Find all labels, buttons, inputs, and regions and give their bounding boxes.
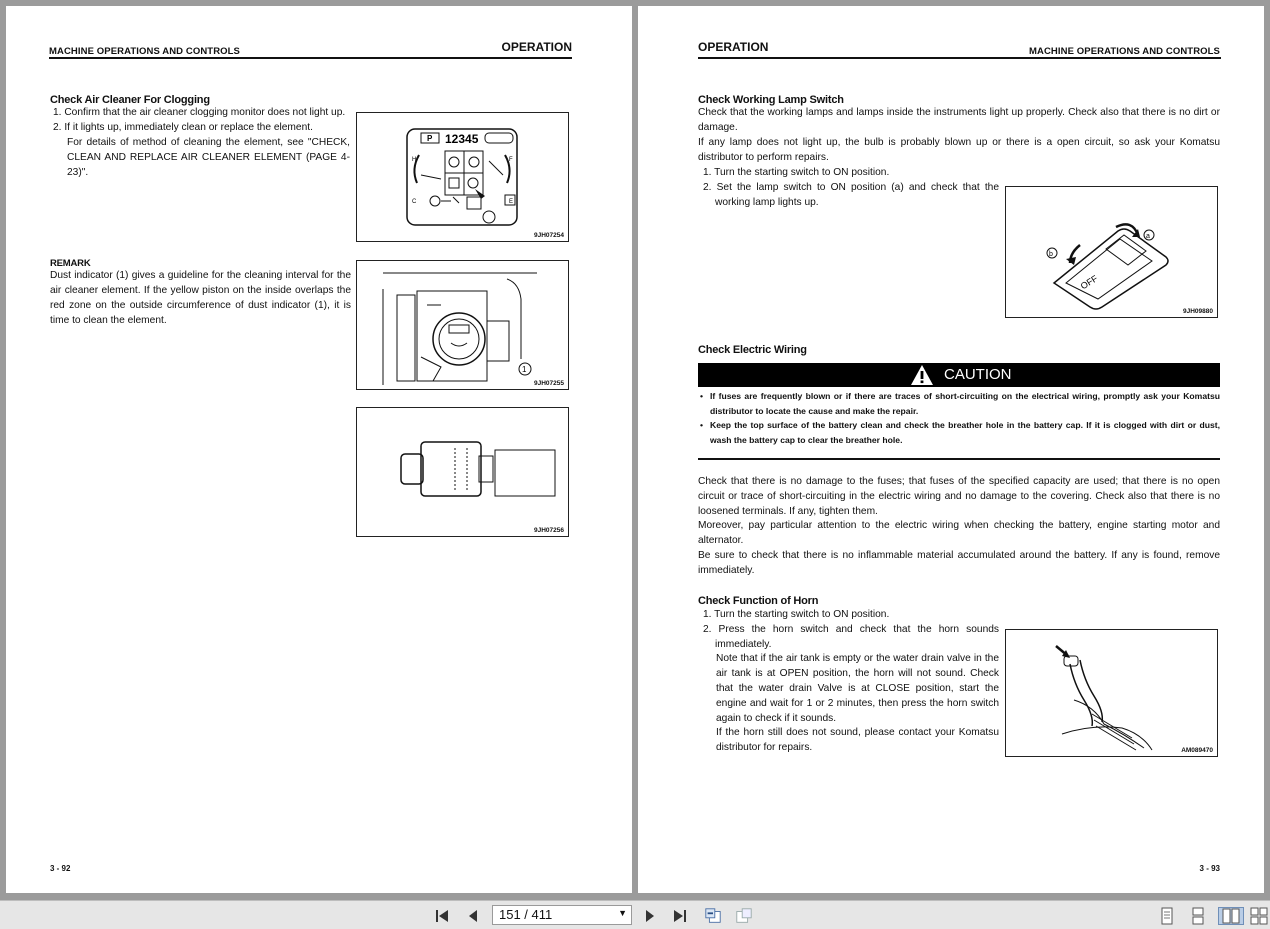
paragraph: Moreover, pay particular attention to the electric wiring when checking the battery, engine starting motor and alternator. — [698, 520, 1220, 546]
caution-item: If fuses are frequently blown or if there are traces of short-circuiting on the electrical wiring, promptly ask your Komatsu distributor to locate the cause and make the repair. — [710, 391, 1220, 416]
caution-banner — [698, 363, 1220, 387]
hour-meter-display: 12345 — [445, 132, 479, 146]
caution-end-rule — [698, 458, 1220, 460]
next-page-icon[interactable] — [641, 907, 659, 925]
caution-label: CAUTION — [944, 366, 1012, 383]
continuous-icon[interactable] — [1189, 907, 1207, 925]
right-page — [638, 6, 1264, 893]
warning-triangle-icon — [910, 364, 934, 386]
paragraph: Check that the working lamps and lamps inside the instruments light up properly. Check also that there is no dirt or damage. — [698, 107, 1220, 133]
horn-lever-drawing — [1006, 630, 1217, 756]
last-page-icon[interactable] — [670, 907, 688, 925]
list-item-note: Note that if the air tank is empty or the water drain valve in the air tank is at OPEN position, the horn will not sound. Check that the water drain Valve is at CLOSE position, start the engine and wait for 1 or 2 minutes, then press the horn switch again to check if it sounds. — [716, 653, 999, 724]
list-item: 2. Set the lamp switch to ON position (a) and check that the working lamp lights up. — [703, 182, 999, 208]
switch-off-label: OFF — [1078, 273, 1100, 292]
list-item-note: If the horn still does not sound, please contact your Komatsu distributor for repairs. — [716, 727, 999, 753]
page-indicator: 151 / 411 — [499, 907, 553, 922]
svg-text:E: E — [509, 199, 514, 205]
chevron-down-icon: ▼ — [618, 908, 627, 918]
list-item: 1. Turn the starting switch to ON position. — [703, 609, 890, 620]
page-number-select[interactable] — [492, 905, 632, 925]
header-section-title: MACHINE OPERATIONS AND CONTROLS — [1029, 46, 1220, 57]
paragraph: Check that there is no damage to the fuses; that fuses of the specified capacity are used; that there is no open circuit or trace of short-circuiting in the electric wiring and no damage to the covering. Check also that there is no loosened terminals. If any, tighten them. — [698, 476, 1220, 517]
callout-b: b — [1049, 251, 1053, 258]
monitor-panel-drawing — [357, 113, 568, 241]
caution-item: Keep the top surface of the battery clean and check the breather hole in the battery cap. If it is clogged with dirt or dust, wash the battery cap to clear the breather hole. — [710, 420, 1220, 445]
section-title-working-lamp: Check Working Lamp Switch — [698, 94, 844, 106]
svg-text:P: P — [427, 134, 433, 143]
callout-number: 1 — [522, 365, 527, 374]
bullet-dot: • — [700, 420, 704, 430]
header-section-title: MACHINE OPERATIONS AND CONTROLS — [49, 46, 240, 57]
list-item: 1. Confirm that the air cleaner clogging monitor does not light up. — [53, 107, 346, 118]
continuous-facing-icon[interactable] — [1250, 907, 1268, 925]
lamp-switch-figure — [1005, 186, 1218, 318]
remark-title: REMARK — [50, 258, 91, 269]
header-rule — [49, 57, 572, 59]
bullet-dot: • — [700, 391, 704, 401]
page-number: 3 - 92 — [50, 864, 71, 873]
remark-text: Dust indicator (1) gives a guideline for the cleaning interval for the air cleaner element. If the yellow piston on the inside overlaps the red zone on the outside circumference of dust indicator (1), it is time to clean the element. — [50, 270, 351, 326]
section-title-horn: Check Function of Horn — [698, 595, 819, 607]
svg-text:C: C — [412, 199, 417, 205]
dust-indicator-location-figure — [356, 260, 569, 390]
list-item: 2. If it lights up, immediately clean or replace the element. — [53, 122, 313, 133]
section-title-air-cleaner: Check Air Cleaner For Clogging — [50, 94, 210, 106]
callout-a: a — [1146, 233, 1150, 240]
figure-code: AM089470 — [1181, 747, 1213, 754]
horn-switch-figure — [1005, 629, 1218, 757]
first-page-icon[interactable] — [434, 907, 452, 925]
list-item: 2. Press the horn switch and check that the horn sounds immediately. — [703, 624, 999, 650]
dust-indicator-figure — [356, 407, 569, 537]
facing-icon[interactable] — [1218, 907, 1244, 925]
monitor-panel-figure — [356, 112, 569, 242]
list-item-detail: For details of method of cleaning the element, see "CHECK, CLEAN AND REPLACE AIR CLEANER ELEMENT (PAGE 4-23)". — [67, 137, 350, 178]
engine-compartment-drawing — [357, 261, 568, 389]
list-item: 1. Turn the starting switch to ON position. — [703, 167, 890, 178]
prev-page-icon[interactable] — [464, 907, 482, 925]
page-number: 3 - 93 — [1199, 864, 1220, 873]
left-page — [6, 6, 632, 893]
svg-text:F: F — [509, 157, 513, 163]
go-forward-icon[interactable] — [735, 907, 753, 925]
viewer-toolbar — [0, 900, 1270, 929]
header-chapter-title: OPERATION — [698, 40, 769, 54]
svg-text:H: H — [412, 157, 417, 163]
paragraph: If any lamp does not light up, the bulb is probably blown up or there is a open circuit, so ask your Komatsu distributor to perform repairs. — [698, 137, 1220, 163]
paragraph: Be sure to check that there is no inflammable material accumulated around the battery. If any is found, remove immediately. — [698, 550, 1220, 576]
single-page-icon[interactable] — [1158, 907, 1176, 925]
section-title-electric-wiring: Check Electric Wiring — [698, 344, 807, 356]
figure-code: 9JH07254 — [534, 232, 564, 239]
lamp-switch-drawing — [1006, 187, 1217, 317]
go-back-icon[interactable] — [704, 907, 722, 925]
header-chapter-title: OPERATION — [501, 40, 572, 54]
header-rule — [698, 57, 1221, 59]
figure-code: 9JH07256 — [534, 527, 564, 534]
figure-code: 9JH07255 — [534, 380, 564, 387]
dust-indicator-drawing — [357, 408, 568, 536]
figure-code: 9JH09880 — [1183, 308, 1213, 315]
